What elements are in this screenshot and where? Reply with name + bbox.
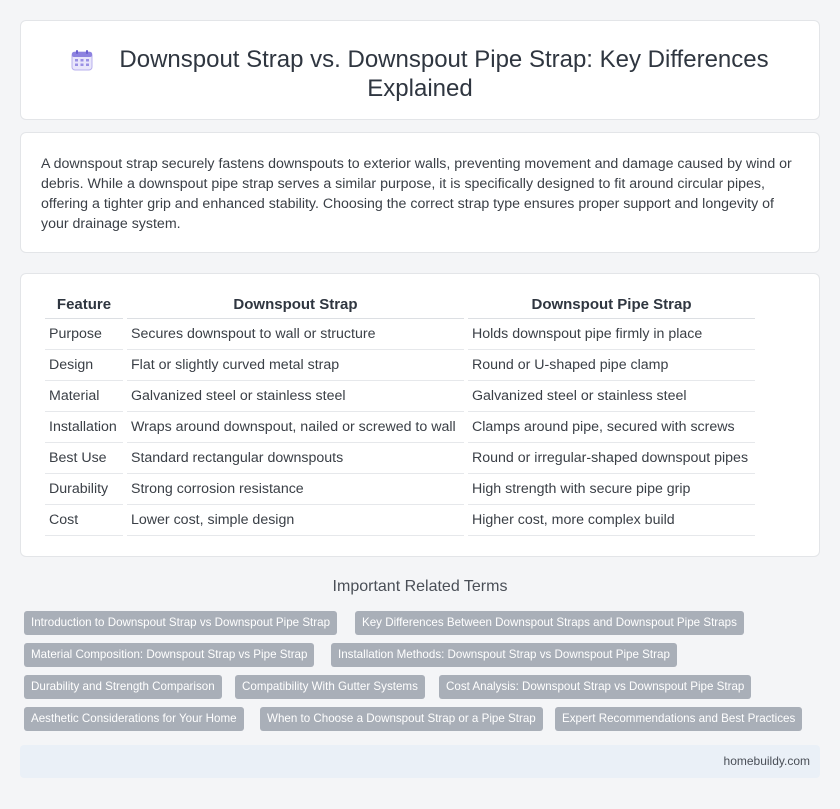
table-cell: Design: [45, 350, 123, 381]
footer-site-link[interactable]: homebuildy.com: [723, 754, 810, 768]
table-cell: High strength with secure pipe grip: [468, 474, 755, 505]
related-term-tag[interactable]: Aesthetic Considerations for Your Home: [24, 707, 244, 731]
related-term-tag[interactable]: Material Composition: Downspout Strap vs Pipe Strap: [24, 643, 314, 667]
intro-text: A downspout strap securely fastens downspouts to exterior walls, preventing movement and damage caused by wind or debris. While a downspout pipe strap serves a similar purpose, it is specifically designed to fit around circular pipes, offering a tighter grip and enhanced stability. Choosing the correct strap type ensures proper support and longevity of your drainage system.: [41, 156, 792, 232]
table-cell: Round or U-shaped pipe clamp: [468, 350, 755, 381]
table-row: [45, 319, 755, 350]
title-card: [20, 20, 820, 120]
related-term-tag[interactable]: Cost Analysis: Downspout Strap vs Downspout Pipe Strap: [439, 675, 751, 699]
table-row: [45, 412, 755, 443]
related-term-tag[interactable]: Durability and Strength Comparison: [24, 675, 222, 699]
table-cell: Cost: [45, 505, 123, 536]
table-cell: Holds downspout pipe firmly in place: [468, 319, 755, 350]
comparison-card: [20, 273, 820, 557]
header-downspout-pipe-strap: Downspout Pipe Strap: [468, 292, 755, 319]
table-cell: Clamps around pipe, secured with screws: [468, 412, 755, 443]
table-cell: Best Use: [45, 443, 123, 474]
table-cell: Round or irregular-shaped downspout pipes: [468, 443, 755, 474]
related-term-tag[interactable]: When to Choose a Downspout Strap or a Pipe Strap: [260, 707, 543, 731]
related-term-tag[interactable]: Installation Methods: Downspout Strap vs Downspout Pipe Strap: [331, 643, 677, 667]
page-title: Downspout Strap vs. Downspout Pipe Strap: Key Differences Explained: [119, 46, 769, 102]
table-cell: Installation: [45, 412, 123, 443]
related-term-tag[interactable]: Introduction to Downspout Strap vs Downspout Pipe Strap: [24, 611, 337, 635]
table-row: [45, 350, 755, 381]
table-row: [45, 381, 755, 412]
calendar-icon: [71, 49, 93, 71]
related-term-tag[interactable]: Expert Recommendations and Best Practices: [555, 707, 802, 731]
header-feature: Feature: [45, 292, 123, 319]
table-row: [45, 474, 755, 505]
table-cell: Higher cost, more complex build: [468, 505, 755, 536]
footer: [20, 745, 820, 778]
table-cell: Strong corrosion resistance: [127, 474, 464, 505]
table-cell: Durability: [45, 474, 123, 505]
related-term-tag[interactable]: Compatibility With Gutter Systems: [235, 675, 425, 699]
intro-card: [20, 132, 820, 253]
table-cell: Flat or slightly curved metal strap: [127, 350, 464, 381]
table-cell: Standard rectangular downspouts: [127, 443, 464, 474]
related-terms-title: Important Related Terms: [332, 578, 508, 595]
header-downspout-strap: Downspout Strap: [127, 292, 464, 319]
table-cell: Material: [45, 381, 123, 412]
table-cell: Wraps around downspout, nailed or screwed to wall: [127, 412, 464, 443]
table-row: [45, 505, 755, 536]
table-cell: Secures downspout to wall or structure: [127, 319, 464, 350]
table-cell: Galvanized steel or stainless steel: [468, 381, 755, 412]
table-cell: Purpose: [45, 319, 123, 350]
table-row: [45, 443, 755, 474]
page-title-wrap: [21, 45, 819, 103]
table-cell: Lower cost, simple design: [127, 505, 464, 536]
table-cell: Galvanized steel or stainless steel: [127, 381, 464, 412]
table-header-row: [45, 292, 755, 319]
related-term-tag[interactable]: Key Differences Between Downspout Straps and Downspout Pipe Straps: [355, 611, 744, 635]
comparison-table: [41, 292, 759, 536]
